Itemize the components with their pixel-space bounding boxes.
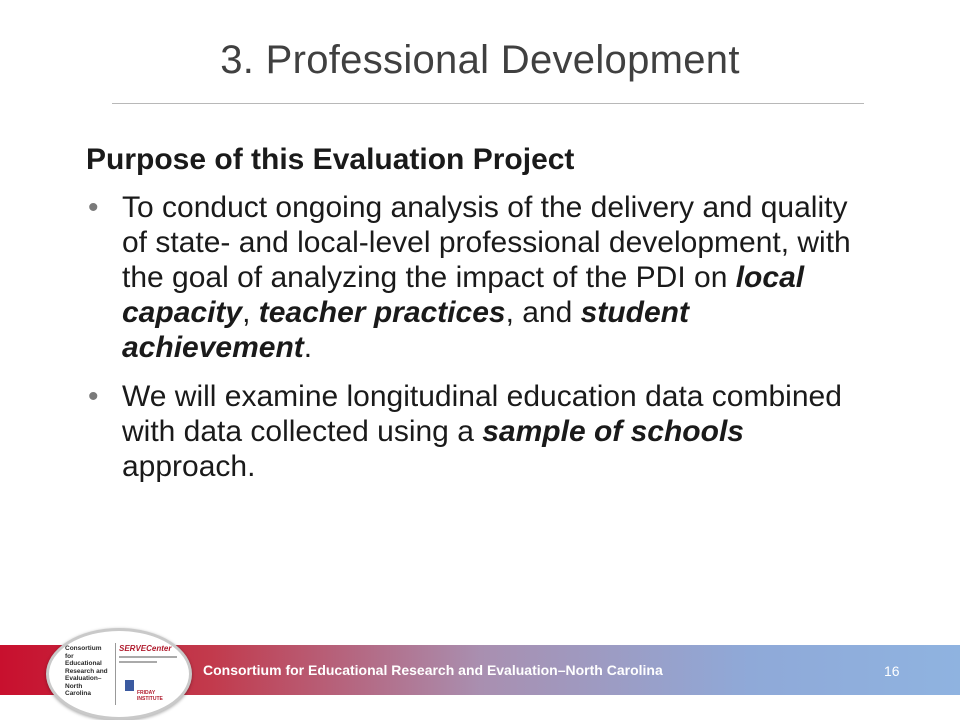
logo-line: Research and (65, 667, 108, 675)
logo-line: Consortium for (65, 645, 102, 660)
title-divider (112, 103, 864, 104)
logo-line: Educational (65, 660, 102, 667)
footer-org-name: Consortium for Educational Research and Evaluation–North Carolina (203, 662, 663, 678)
serve-center-logo: SERVECenter (119, 644, 172, 653)
university-seal-icon (125, 680, 134, 691)
friday-institute-logo: FRIDAY INSTITUTE (137, 690, 163, 702)
bullet-item-method (86, 379, 876, 484)
section-heading: Purpose of this Evaluation Project (86, 143, 575, 176)
logo-text-block (65, 645, 111, 698)
slide-title: 3. Professional Development (220, 38, 740, 82)
bullet-text: , (242, 296, 259, 329)
logo-detail-line (119, 661, 157, 663)
bullet-item-purpose (86, 190, 876, 365)
logo-line: North (65, 682, 83, 690)
bullet-icon: • (88, 191, 99, 224)
bullet-text: approach. (122, 450, 256, 483)
logo-line: Evaluation– (65, 675, 102, 682)
bullet-text: , and (505, 296, 581, 329)
emphasis-text: student achievement (122, 296, 689, 364)
logo-line: Carolina (65, 690, 92, 697)
emphasis-text: local capacity (122, 261, 805, 329)
page-number: 16 (884, 663, 900, 679)
slide-body (86, 142, 876, 498)
emphasis-text: teacher practices (258, 296, 506, 329)
logo-divider (115, 643, 116, 705)
bullet-text: To conduct ongoing analysis of the delivery and quality of state- and local-level professional development, with the goal of analyzing the impact of the PDI on (122, 191, 851, 294)
bullet-text: . (303, 331, 313, 364)
bullet-text: We will examine longitudinal education data combined with data collected using a (122, 380, 842, 448)
logo-detail-line (119, 656, 177, 658)
bullet-icon: • (88, 380, 99, 413)
partner-logos (119, 644, 177, 706)
emphasis-text: sample of schools (482, 415, 744, 448)
consortium-logo (46, 628, 192, 720)
